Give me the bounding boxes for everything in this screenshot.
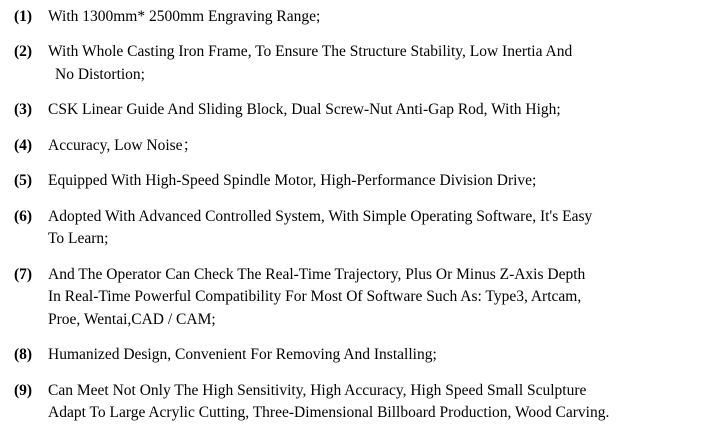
list-item-body [48, 380, 708, 425]
list-item-body [48, 344, 708, 366]
list-item [14, 41, 708, 86]
list-item-line: To Learn; [48, 230, 109, 248]
list-item [14, 99, 708, 121]
list-item-line: Humanized Design, Convenient For Removing And Installing; [48, 346, 437, 364]
list-item-body [48, 99, 708, 121]
list-item-line: And The Operator Can Check The Real-Time Trajectory, Plus Or Minus Z-Axis Depth [48, 265, 586, 283]
list-item-marker: (6) [14, 207, 33, 225]
list-item-line: Adopted With Advanced Controlled System, With Simple Operating Software, It's Easy [48, 207, 593, 225]
list-item-body [48, 206, 708, 251]
list-item [14, 380, 708, 425]
list-item [14, 135, 708, 157]
list-item [14, 206, 708, 251]
list-item-line: CSK Linear Guide And Sliding Block, Dual Screw-Nut Anti-Gap Rod, With High; [48, 101, 561, 119]
list-item-marker: (8) [14, 346, 33, 364]
list-item-line: Can Meet Not Only The High Sensitivity, High Accuracy, High Speed Small Sculpture [48, 381, 587, 399]
list-item-marker: (3) [14, 101, 33, 119]
list-item-line: In Real-Time Powerful Compatibility For Most Of Software Such As: Type3, Artcam, [48, 288, 582, 306]
list-item-marker: (4) [14, 136, 33, 154]
list-item-marker: (9) [14, 381, 33, 399]
list-item-line: Adapt To Large Acrylic Cutting, Three-Dimensional Billboard Production, Wood Carving. [48, 404, 610, 422]
list-item-line: Equipped With High-Speed Spindle Motor, High-Performance Division Drive; [48, 172, 537, 190]
list-item-marker: (2) [14, 43, 33, 61]
list-item-marker: (7) [14, 265, 33, 283]
list-item-body [48, 135, 708, 157]
list-item-body [48, 170, 708, 192]
list-item-line: Accuracy, Low Noise； [48, 136, 199, 154]
list-item-line: Proe, Wentai,CAD / CAM; [48, 310, 216, 328]
list-item [14, 6, 708, 28]
list-item-marker: (5) [14, 172, 33, 190]
list-item-line: No Distortion; [55, 65, 145, 83]
list-item [14, 344, 708, 366]
list-item-body [48, 41, 708, 86]
list-item [14, 264, 708, 331]
list-item-body [48, 264, 708, 331]
list-item [14, 170, 708, 192]
list-item-line: With Whole Casting Iron Frame, To Ensure The Structure Stability, Low Inertia And [48, 43, 573, 61]
list-item-marker: (1) [14, 8, 33, 25]
list-item-body [48, 6, 708, 28]
list-item-line: With 1300mm* 2500mm Engraving Range; [48, 8, 321, 25]
